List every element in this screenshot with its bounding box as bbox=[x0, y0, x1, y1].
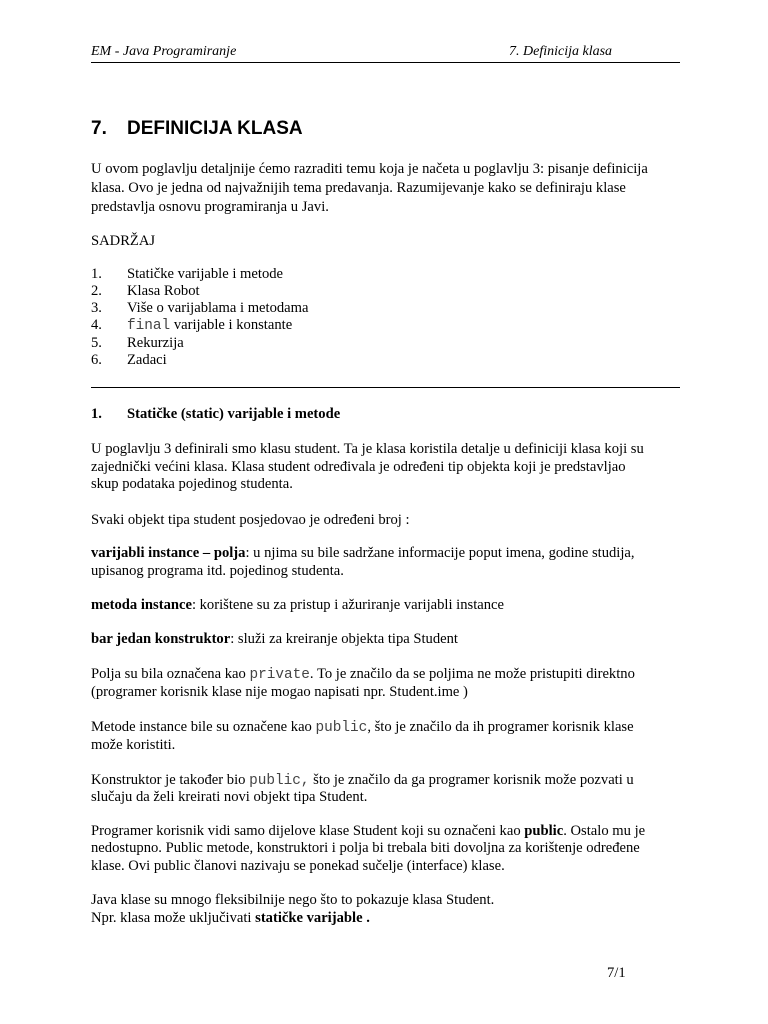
paragraph-line bbox=[91, 910, 370, 927]
paragraph-line bbox=[91, 719, 634, 737]
toc-code: final bbox=[127, 318, 171, 334]
text-run: Npr. klasa može uključivati bbox=[91, 910, 256, 926]
header-left: EM - Java Programiranje bbox=[91, 44, 237, 59]
intro-line: U ovom poglavlju detaljnije ćemo razraditi temu koja je načeta u poglavlju 3: pisanje definicija bbox=[91, 161, 648, 177]
paragraph-line bbox=[91, 772, 634, 790]
intro-line: klasa. Ovo je jedna od najvažnijih tema predavanja. Razumijevanje kako se definiraju klase bbox=[91, 180, 626, 196]
toc-number: 4. bbox=[91, 317, 102, 333]
paragraph-line bbox=[91, 823, 645, 840]
toc-item bbox=[91, 335, 184, 352]
inline-code: public, bbox=[249, 773, 310, 789]
toc-number: 2. bbox=[91, 283, 102, 299]
term-text: : služi za kreiranje objekta tipa Student bbox=[230, 631, 458, 647]
paragraph-line: U poglavlju 3 definirali smo klasu student. Ta je klasa koristila detalje u definiciji klasa koji su bbox=[91, 441, 644, 457]
toc-text: Zadaci bbox=[127, 352, 167, 368]
toc-item bbox=[91, 300, 308, 317]
paragraph-line: skup podataka pojedinog studenta. bbox=[91, 476, 293, 492]
paragraph-line: klase. Ovi public članovi nazivaju se ponekad sučelje (interface) klase. bbox=[91, 858, 505, 874]
paragraph-line: (programer korisnik klase nije mogao napisati npr. Student.ime ) bbox=[91, 684, 468, 700]
toc-item bbox=[91, 283, 200, 300]
term-text: : korištene su za pristup i ažuriranje varijabli instance bbox=[191, 597, 504, 613]
intro-line: predstavlja osnovu programiranja u Javi. bbox=[91, 199, 329, 215]
toc-text: varijable i konstante bbox=[170, 317, 293, 333]
toc-text: Rekurzija bbox=[127, 335, 184, 351]
term-text: : u njima su bile sadržane informacije poput imena, godine studija, bbox=[245, 545, 635, 561]
term-bold: varijabli instance – polja bbox=[91, 545, 246, 561]
text-run: . To je značilo da se poljima ne može pristupiti direktno bbox=[309, 666, 635, 682]
toc-number: 3. bbox=[91, 300, 102, 316]
term-bold: bar jedan konstruktor bbox=[91, 631, 231, 647]
toc-text: Statičke varijable i metode bbox=[127, 266, 284, 282]
paragraph-line: upisanog programa itd. pojedinog studenta. bbox=[91, 563, 344, 579]
toc-text: Klasa Robot bbox=[127, 283, 200, 299]
paragraph-line: Svaki objekt tipa student posjedovao je određeni broj : bbox=[91, 512, 410, 528]
toc-number: 5. bbox=[91, 335, 102, 351]
chapter-title bbox=[91, 118, 303, 140]
section-divider bbox=[91, 387, 680, 388]
paragraph-line: zajednički većini klasa. Klasa student određivala je određeni tip objekta koji je predstavljao bbox=[91, 459, 626, 475]
toc-number: 6. bbox=[91, 352, 102, 368]
text-run: , što je značilo da ih programer korisnik klase bbox=[367, 719, 634, 735]
running-header bbox=[91, 42, 680, 63]
term-bold: metoda instance bbox=[91, 597, 192, 613]
paragraph-line: nedostupno. Public metode, konstruktori i polja bi trebala biti dovoljna za korištenje određene bbox=[91, 840, 640, 856]
contents-heading: SADRŽAJ bbox=[91, 233, 156, 249]
toc-text: Više o varijablama i metodama bbox=[127, 300, 309, 316]
section-number: 1. bbox=[91, 406, 102, 422]
toc-item bbox=[91, 317, 292, 335]
header-right: 7. Definicija klasa bbox=[509, 44, 613, 59]
chapter-number: 7. bbox=[91, 118, 107, 139]
page-number: 7/1 bbox=[607, 965, 626, 981]
section-heading bbox=[91, 406, 340, 423]
text-run: Metode instance bile su označene kao bbox=[91, 719, 316, 735]
term-line bbox=[91, 545, 635, 562]
text-run: Polja su bila označena kao bbox=[91, 666, 250, 682]
term-line bbox=[91, 597, 504, 614]
chapter-title-text: DEFINICIJA KLASA bbox=[127, 118, 303, 139]
term-line bbox=[91, 631, 458, 648]
paragraph-line: slučaju da želi kreirati novi objekt tipa Student. bbox=[91, 789, 368, 805]
paragraph-line bbox=[91, 666, 635, 684]
bold-run: statičke varijable . bbox=[255, 910, 370, 926]
inline-code: public bbox=[315, 720, 368, 736]
paragraph-line: Java klase su mnogo fleksibilnije nego što to pokazuje klasa Student. bbox=[91, 892, 495, 908]
paragraph-line: može koristiti. bbox=[91, 737, 176, 753]
bold-run: public bbox=[524, 823, 564, 839]
toc-item bbox=[91, 352, 167, 369]
section-title: Statičke (static) varijable i metode bbox=[127, 406, 341, 422]
toc-number: 1. bbox=[91, 266, 102, 282]
inline-code: private bbox=[249, 667, 310, 683]
text-run: . Ostalo mu je bbox=[563, 823, 646, 839]
text-run: Programer korisnik vidi samo dijelove klase Student koji su označeni kao bbox=[91, 823, 525, 839]
text-run: što je značilo da ga programer korisnik može pozvati u bbox=[309, 772, 634, 788]
text-run: Konstruktor je također bio bbox=[91, 772, 250, 788]
toc-item bbox=[91, 266, 283, 283]
